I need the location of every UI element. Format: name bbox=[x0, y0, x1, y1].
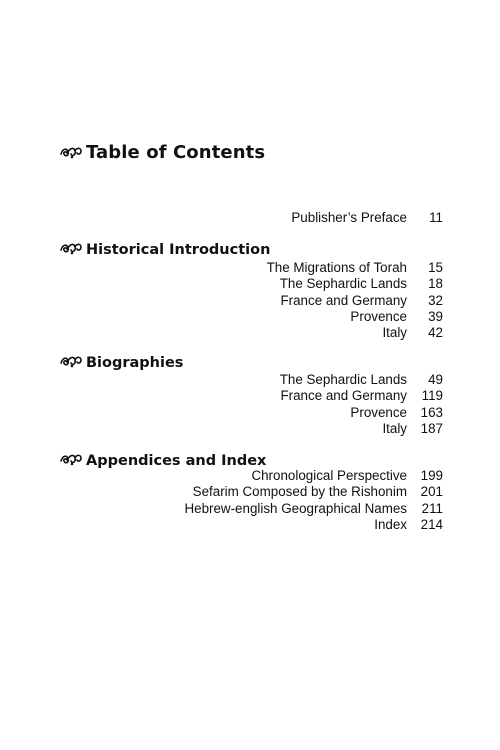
toc-entry[interactable] bbox=[23, 276, 443, 292]
fleuron-icon bbox=[60, 145, 82, 159]
section-heading-biographies bbox=[60, 354, 183, 371]
entry-page-number: 187 bbox=[420, 420, 443, 436]
entry-label: The Sephardic Lands bbox=[279, 276, 407, 292]
fleuron-icon bbox=[60, 241, 82, 255]
toc-entry[interactable] bbox=[23, 468, 443, 484]
entry-page-number: 214 bbox=[420, 516, 443, 532]
entry-label: The Sephardic Lands bbox=[279, 372, 407, 387]
section-entries-appendices-and-index bbox=[23, 468, 443, 533]
section-heading-appendices-and-index bbox=[60, 452, 266, 469]
toc-entry[interactable] bbox=[23, 260, 443, 276]
toc-entry[interactable] bbox=[23, 421, 443, 437]
entry-page-number: 49 bbox=[428, 372, 443, 387]
toc-entry[interactable] bbox=[23, 484, 443, 500]
toc-title-text: Table of Contents bbox=[86, 142, 266, 163]
toc-entry[interactable] bbox=[23, 405, 443, 421]
entry-page-number: 201 bbox=[420, 484, 443, 500]
entry-page-number: 211 bbox=[421, 500, 443, 516]
entry-label: France and Germany bbox=[280, 292, 407, 308]
fleuron-icon bbox=[60, 452, 82, 466]
section-title: Historical Introduction bbox=[86, 242, 271, 258]
entry-label: Publisher’s Preface bbox=[291, 210, 407, 225]
entry-label: Italy bbox=[382, 420, 407, 436]
toc-entry[interactable] bbox=[23, 501, 443, 517]
toc-entry[interactable] bbox=[23, 309, 443, 325]
toc-entry[interactable] bbox=[23, 293, 443, 309]
preface-entry bbox=[23, 210, 443, 226]
entry-label: Hebrew-english Geographical Names bbox=[184, 500, 407, 516]
page-title bbox=[60, 142, 265, 163]
entry-page-number: 42 bbox=[428, 325, 443, 341]
section-title: Biographies bbox=[86, 355, 184, 371]
toc-entry[interactable] bbox=[23, 325, 443, 341]
section-heading-historical-introduction bbox=[60, 241, 270, 258]
entry-label: Provence bbox=[350, 308, 407, 324]
entry-label: Chronological Perspective bbox=[251, 468, 407, 483]
section-entries-historical-introduction bbox=[23, 260, 443, 341]
entry-label: The Migrations of Torah bbox=[266, 260, 407, 275]
entry-page-number: 163 bbox=[420, 404, 443, 420]
entry-label: Index bbox=[374, 516, 407, 532]
entry-label: Italy bbox=[382, 325, 407, 341]
toc-entry[interactable] bbox=[23, 210, 443, 226]
entry-page-number: 15 bbox=[428, 260, 443, 275]
toc-entry[interactable] bbox=[23, 517, 443, 533]
entry-page-number: 18 bbox=[428, 276, 443, 292]
entry-label: Sefarim Composed by the Rishonim bbox=[192, 484, 407, 500]
entry-page-number: 199 bbox=[420, 468, 443, 483]
section-entries-biographies bbox=[23, 372, 443, 437]
toc-entry[interactable] bbox=[23, 372, 443, 388]
entry-label: France and Germany bbox=[280, 388, 407, 404]
entry-page-number: 39 bbox=[428, 308, 443, 324]
toc-entry[interactable] bbox=[23, 388, 443, 404]
entry-label: Provence bbox=[350, 404, 407, 420]
section-title: Appendices and Index bbox=[86, 453, 267, 469]
fleuron-icon bbox=[60, 354, 82, 368]
entry-page-number: 119 bbox=[421, 388, 443, 404]
entry-page-number: 32 bbox=[428, 292, 443, 308]
entry-page-number: 11 bbox=[429, 210, 443, 225]
